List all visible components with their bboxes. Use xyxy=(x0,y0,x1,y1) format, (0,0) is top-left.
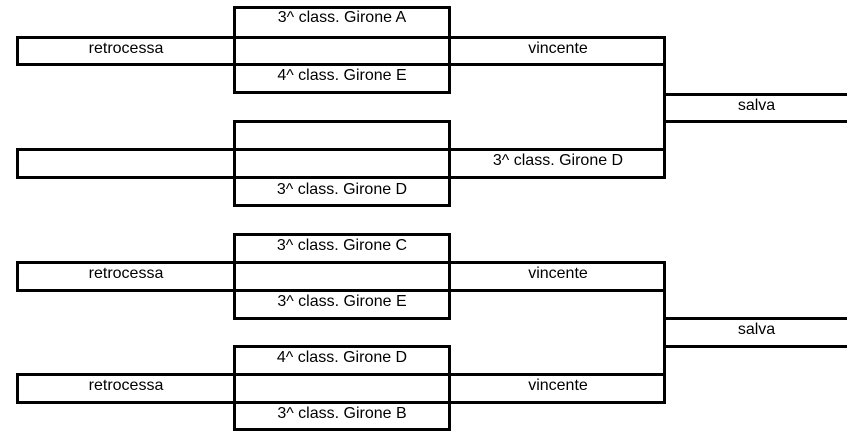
bracket-line xyxy=(663,345,847,348)
match-a-loser-label: retrocessa xyxy=(88,40,164,57)
bracket-line xyxy=(16,373,19,404)
bracket-line xyxy=(16,36,665,39)
match-a-team-2: 4^ class. Girone E xyxy=(277,67,407,84)
bracket-line xyxy=(233,233,450,236)
match-b-winner-label: 3^ class. Girone D xyxy=(492,152,624,169)
match-b-team-2: 3^ class. Girone D xyxy=(276,181,408,198)
match-d-loser-label: retrocessa xyxy=(88,377,164,394)
match-c-winner-label: vincente xyxy=(528,265,588,282)
bracket-line xyxy=(663,261,666,404)
bracket-line xyxy=(16,289,665,292)
match-c-loser-label: retrocessa xyxy=(88,265,164,282)
final-2-label: salva xyxy=(737,321,776,338)
match-a-team-1: 3^ class. Girone A xyxy=(277,9,407,26)
bracket-line xyxy=(448,345,451,431)
bracket-line xyxy=(16,36,19,66)
bracket-line xyxy=(663,93,847,96)
bracket-line xyxy=(233,6,450,9)
bracket-line xyxy=(233,317,450,320)
bracket-line xyxy=(16,63,665,66)
match-d-winner-label: vincente xyxy=(528,377,588,394)
match-d-team-1: 4^ class. Girone D xyxy=(276,349,408,366)
bracket-line xyxy=(16,148,665,151)
bracket-line xyxy=(233,345,236,431)
final-1-label: salva xyxy=(737,97,776,114)
bracket-line xyxy=(233,120,450,123)
bracket-line xyxy=(233,204,450,207)
bracket-line xyxy=(16,176,665,179)
bracket-line xyxy=(663,317,847,320)
bracket-line xyxy=(16,261,19,292)
bracket-line xyxy=(233,120,236,207)
bracket-line xyxy=(233,91,450,94)
bracket-line xyxy=(16,373,665,376)
bracket-line xyxy=(233,345,450,348)
match-c-team-2: 3^ class. Girone E xyxy=(277,293,407,310)
match-c-team-1: 3^ class. Girone C xyxy=(276,237,408,254)
bracket-line xyxy=(233,233,236,320)
bracket-line xyxy=(663,120,847,123)
bracket-line xyxy=(663,36,666,179)
bracket-line xyxy=(233,6,236,94)
bracket-line xyxy=(448,6,451,94)
bracket-line xyxy=(448,120,451,207)
match-a-winner-label: vincente xyxy=(528,40,588,57)
bracket-line xyxy=(16,261,665,264)
match-d-team-2: 3^ class. Girone B xyxy=(277,405,407,422)
bracket-line xyxy=(16,401,665,404)
bracket-line xyxy=(16,148,19,179)
bracket-line xyxy=(448,233,451,320)
